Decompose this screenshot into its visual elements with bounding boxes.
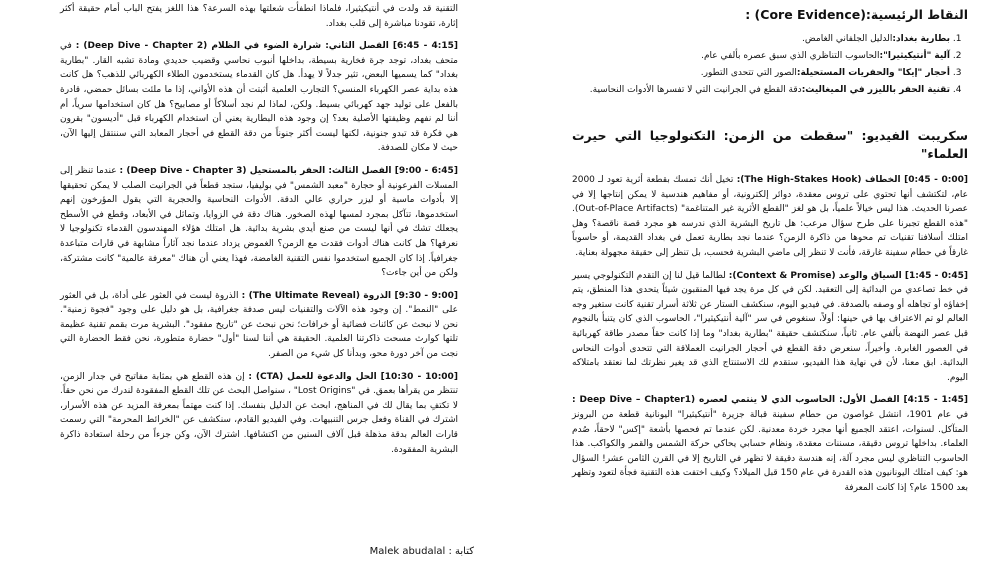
left-column	[60, 0, 458, 457]
chapter-1-continuation: التقنية قد ولدت في أنتيكيثيرا، فلماذا انطفأت شعلتها بهذه السرعة؟ هذا اللغز يفتح الباب أمام حقيقة أكثر إثارة، تقودنا مباشرة إلى قلب بغداد.	[60, 4, 458, 29]
section-cta: [10:00 - 10:30] الحل والدعوة للعمل (CTA) : إن هذه القطع هي بمثابة مفاتيح في جدار الزمن، تنتظر من يقرأها بعمق. في "Lost Origins" ، سنواصل البحث عن تلك القطع المفقودة لندرك من نحن حقاً. لا تكتفِ بما يقال لك في المناهج، ابحث عن الدليل بنفسك. إذا كنت مهتماً بمعرفة المزيد عن هذه الأسرار، اشترك في القناة وفعل جرس التنبيهات. وفي الفيديو القادم، سنكشف عن "الخرائط المحرمة" التي رسمت قارات العالم بدقة مذهلة قبل آلاف السنين من اكتشافها. اشترك الآن، وكن جزءاً من رحلة استعادة ذاكرة البشرية المفقودة.	[60, 371, 459, 455]
evidence-item: 2. آلية "أنتيكيثيرا":الحاسوب التناظري الذي سبق عصره بألفي عام.	[572, 49, 950, 63]
script-heading: سكريبت الفيديو: "سقطت من الزمن: التكنولوجيا التي حيرت العلماء"	[572, 128, 968, 161]
right-column	[572, 0, 968, 495]
evidence-item: 1. بطارية بغداد:الدليل الجلفاني الغامض.	[572, 32, 950, 46]
section-chapter-1: [1:45 - 4:15] الفصل الأول: الحاسوب الذي لا ينتمي لعصره (Deep Dive – Chapter1 : في عام 1901، انتشل غواصون من حطام سفينة قبالة جزيرة "أنتيكيثيرا" اليونانية قطعة من البرونز المتآكل. لسنوات، اعتقد الجميع أنها مجرد خردة معدنية. لكن عندما تم فحصها بأشعة "إكس" لاحقاً، صُدم العلماء. بداخلها تروس دقيقة، مسننات معقدة، ونظام حسابي يحاكي حركة الشمس والقمر والكواكب. هذا الحاسوب التناظري ليس مجرد آلة، إنه هندسة دقيقة لا تظهر في التاريخ إلا في القرن الثامن عشر! السؤال هو: كيف امتلك اليونانيون هذه القدرة في عام 150 قبل الميلاد؟ وكيف اختفت هذه التقنية فجأة لتعود وتظهر بعد 1500 عام؟ إذا كانت المعرفة	[572, 395, 969, 493]
evidence-item: 4. تقنية الحفر بالليزر في الميغاليث:دقة القطع في الجرانيت التي لا تفسرها الأدوات النحاسية.	[572, 83, 950, 97]
section-climax: [9:00 - 9:30] الذروة (The Ultimate Reveal) : الذروة ليست في العثور على أداة، بل في العثور على "النمط". إن وجود هذه الآلات والتقنيات ليس صدفة جغرافية، بل هو دليل على وجود "فجوة زمنية". نحن لا نبحث عن كائنات فضائية أو خرافات؛ نحن نبحث عن "تاريخ مفقود". البشرية مرت بقمم تقنية عظيمة تلتها كوارث مسحت ذاكرتنا العلمية. الحقيقة هي أننا لسنا "أول" حضارة متطورة، نحن فقط الحضارة التي نجت من آخر دورة محو، وبدأنا كل شيء من الصفر.	[60, 290, 458, 360]
author-credit: كتابة : Malek abudalal	[369, 546, 474, 557]
core-evidence-heading: النقاط الرئيسية:(Core Evidence) :	[745, 7, 968, 22]
section-chapter-3: [6:45 - 9:00] الفصل الثالث: الحفر بالمستحيل (Deep Dive - Chapter 3) : عندما تنظر إلى المسلات الفرعونية أو حجارة "معبد الشمس" في بوليفيا، ستجد قطعاً في الجرانيت الصلب لا يمكن تحقيقها إلا بأدوات ماسية أو ليزر حراري عالي الدقة. الأدوات النحاسية والحجرية التي يقول المؤرخون إنهم استخدموها، تتآكل بمجرد لمسها لهذه الصخور. هناك دقة في الزوايا، وتماثل في الأبعاد، وقطع في الأسطح يجعلك تشك في أنها ليست من صنع أيدي بشرية بدائية. هل امتلك هؤلاء المهندسون القدماء تكنولوجيا لا نعرفها؟ هل كانت هناك أدوات فقدت مع الزمن؟ الغموض يزداد عندما نجد آثاراً مشابهة في قارات متباعدة جغرافياً. إذا كان الجميع استخدموا نفس التقنية الغامضة، فهذا يعني أن هناك "معرفة عالمية" كانت مشتركة، ولكن من أين جاءت؟	[60, 165, 458, 279]
section-hook: [0:00 - 0:45] الخطاف (The High-Stakes Hook): تخيل أنك تمسك بقطعة أثرية تعود لـ 2000 عام، لتكتشف أنها تحتوي على تروس معقدة، دوائر إلكترونية، أو مفاهيم هندسية لا يمكن إنتاجها إلا في عصرنا الحديث. هذا ليس خيالاً علمياً، بل هو لغز "القطع الأثرية غير المتناغمة" (Out-of-Place Artifacts). "هذه القطع تجبرنا على طرح سؤال مرعب: هل تاريخ البشرية الذي ندرسه هو مجرد قصة ناقصة؟ وهل امتلك أسلافنا تقنيات تم محوها من ذاكرة الزمن؟ عندما نجد بطارية تعمل في بغداد القديمة، أو حاسوباً غارقاً في حطام سفينة غارقة، فأنت لا تنظر إلى ماضي البشرية فحسب، بل تنظر إلى حقيقة مجهولة بعناية.	[572, 175, 968, 258]
evidence-item: 3. أحجار "إيكا" والحفريات المستحيلة:الصور التي تتحدى التطور.	[572, 66, 950, 80]
section-chapter-2: [4:15 - 6:45] الفصل الثاني: شرارة الضوء في الظلام (Deep Dive - Chapter 2) : في متحف بغداد، توجد جرة فخارية بسيطة، بداخلها أنبوب نحاسي وقضيب حديدي ومادة تشبه القار. "بطارية بغداد" كما يسميها البعض، تثير جدلاً لا يهدأ. هل كان القدماء يستخدمون الطلاء الكهربائي للذهب؟ هل كانت هذه بداية عصر الكهرباء المنسي؟ التجارب العلمية أثبتت أن هذه الأواني، إذا ما ملئت بسائل حمضي، قادرة بالفعل على توليد جهد كهربائي بسيط. ولكن، لماذا لم نجد أسلاكاً أو مصابيح؟ هل كان استخدامها سرياً، أم أننا لم نفهم وظيفتها الأصلية بعد؟ إن وجود هذه البطارية يعني أن استخدام الكهرباء قبل "أديسون" بقرون هي فكرة قد تبدو جنونية، لكنها ليست أكثر جنوناً من دقة القطع في أحجار المعابد التي سننتقل إليها الآن، حيث لا مكان للصدفة.	[60, 41, 458, 154]
section-context: [0:45 - 1:45] السياق والوعد (Context & Promise): لطالما قيل لنا إن التقدم التكنولوجي يسير في خط تصاعدي من البدائية إلى التعقيد. لكن في كل مرة يجد فيها المنقبون شيئاً يتحدى هذا المنطق، يتم إخفاؤه أو تجاهله أو وصفه بالصدفة. في فيديو اليوم، سنكشف الستار عن ثلاثة أسرار تقنية كانت ستغير وجه العالم لو تم الاعتراف بها في حينها: أولاً، سنغوص في سر "آلية أنتيكيثيرا"، الحاسوب الذي كان يتنبأ بالنجوم قبل عصر النهضة بألفي عام. ثانياً، سنكتشف حقيقة "بطارية بغداد" وما إذا كانت حقاً مصدر طاقة كهربائية في العصور الغابرة. وأخيراً، سنعرض دقة القطع في أحجار الجرانيت العملاقة التي تتحدى أدوات النحاس البدائية. ابق معنا، لأن في نهاية هذا الفيديو، ستقدم لك الاستنتاج الذي قد يغير نظرتك لما نعتقد بامتلاكه اليوم.	[572, 270, 968, 383]
evidence-list	[572, 32, 968, 97]
